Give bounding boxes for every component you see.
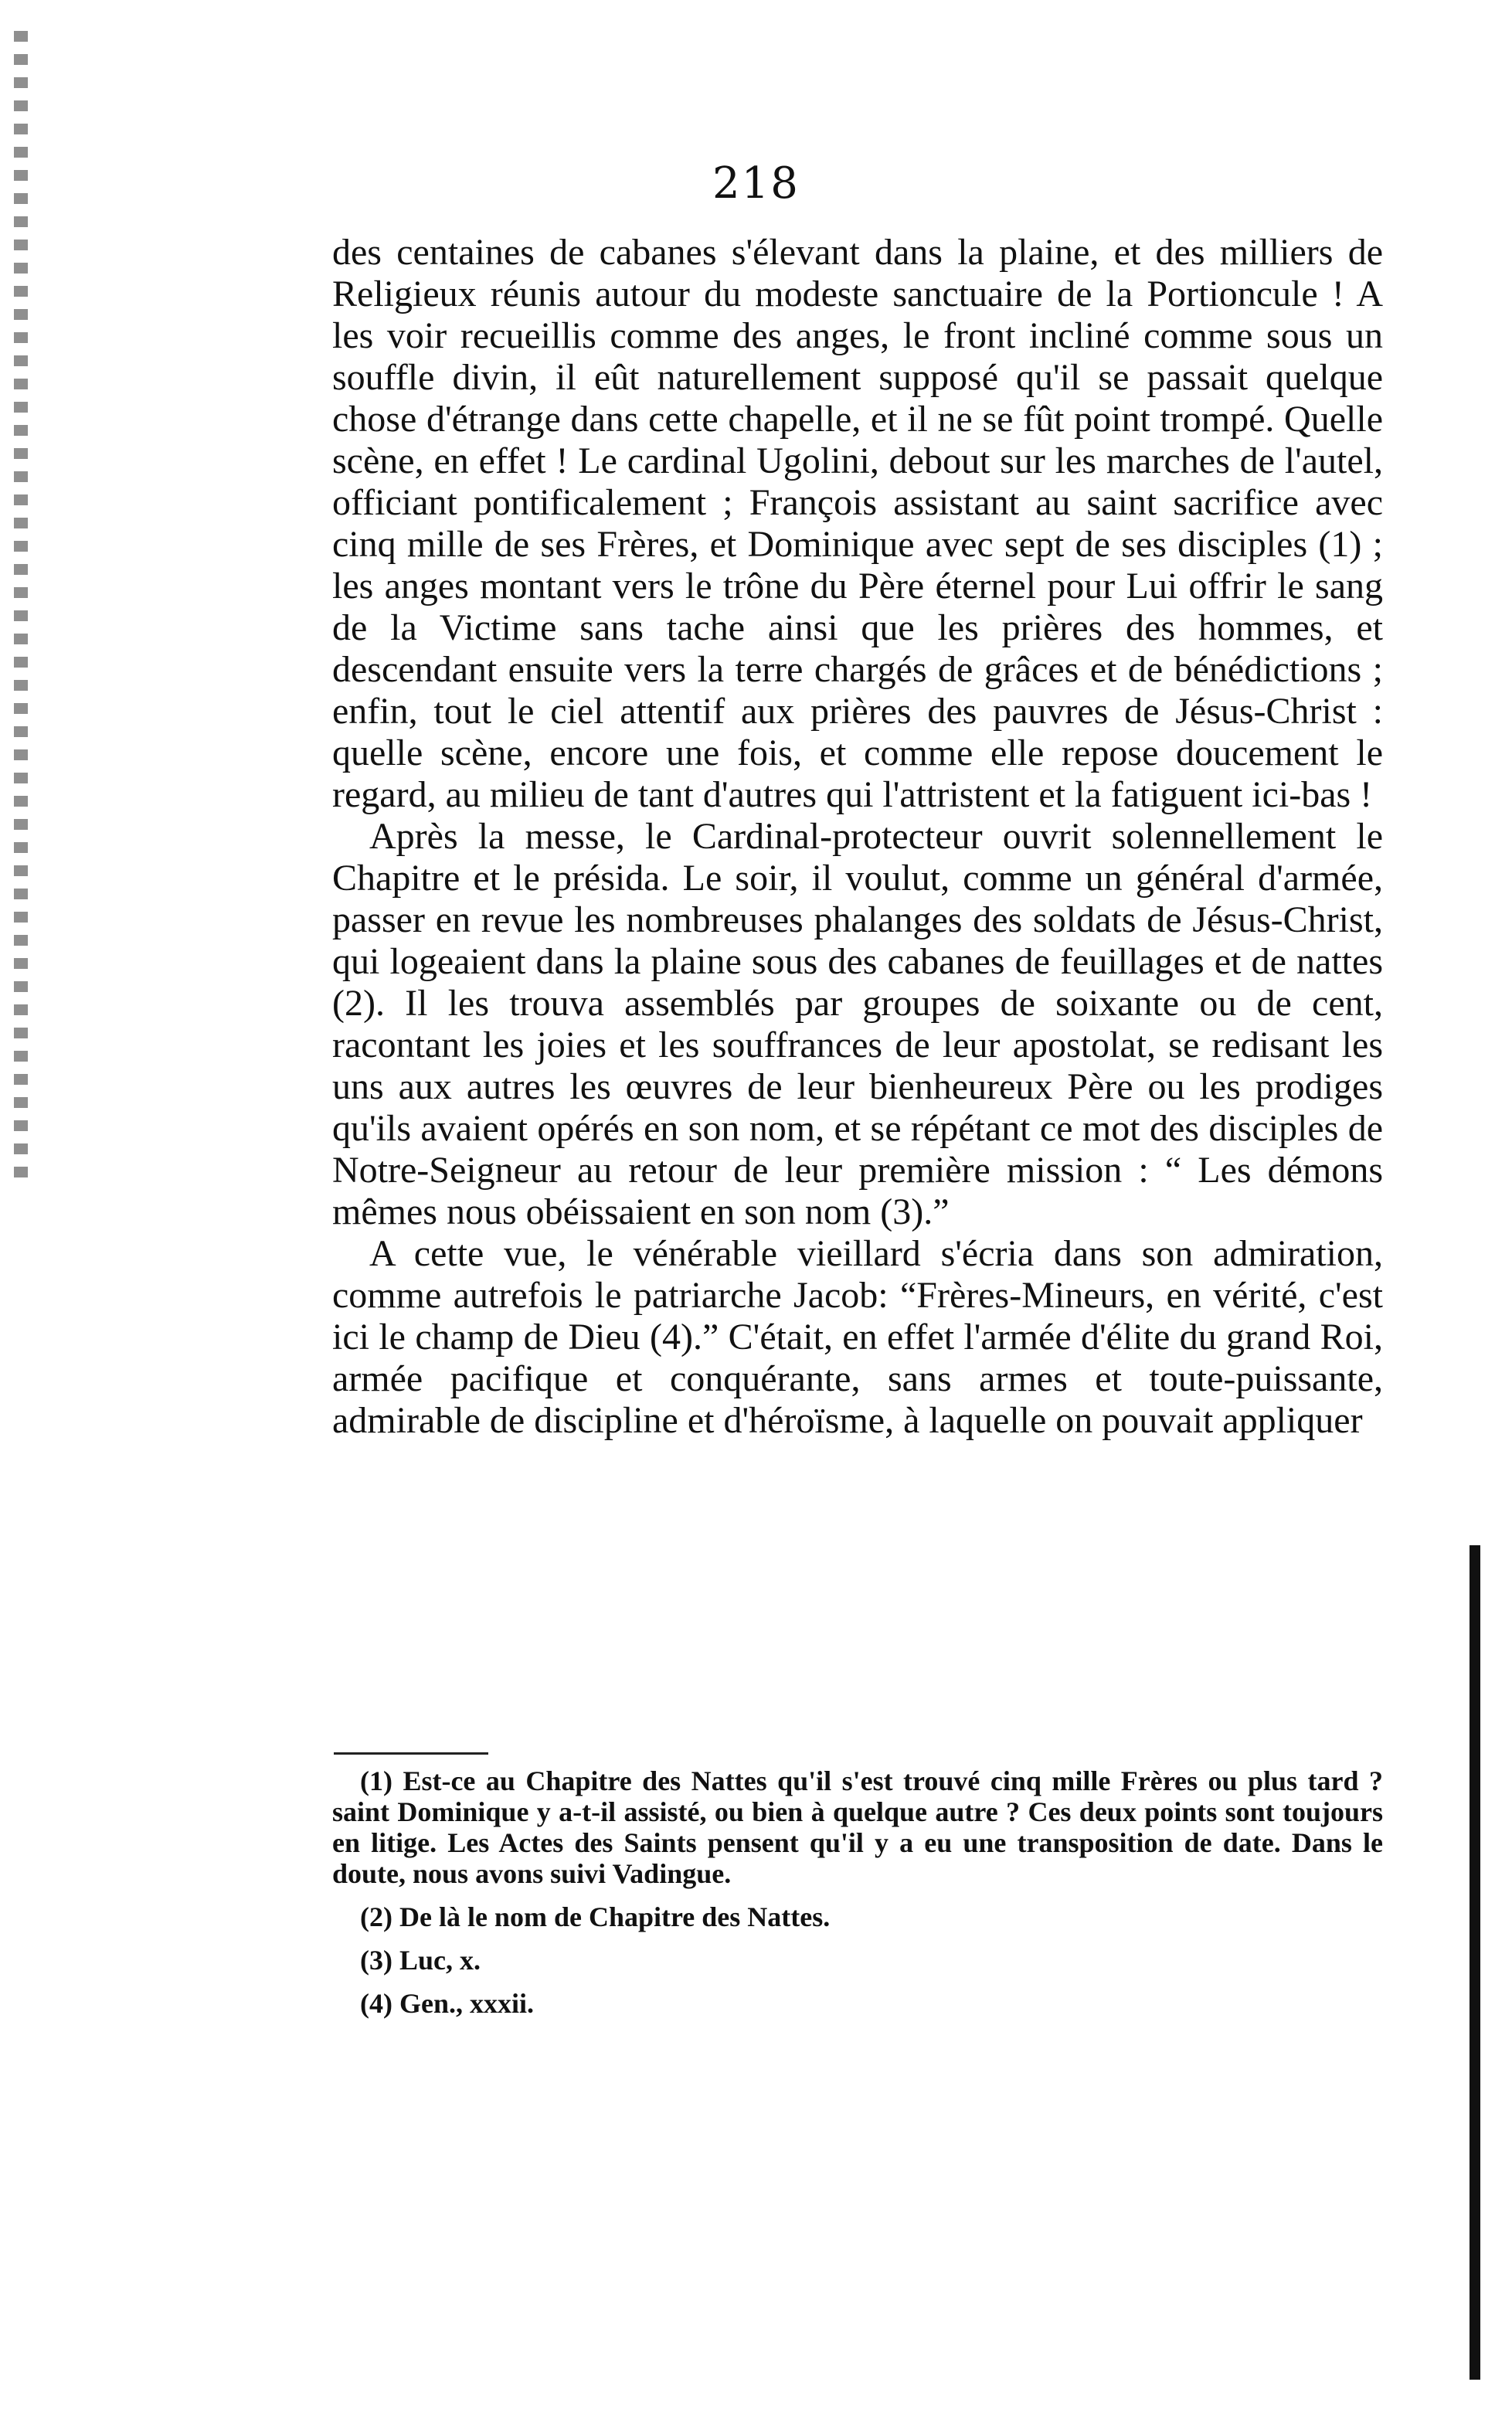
paragraph-1: des centaines de cabanes s'élevant dans la plaine, et des milliers de Religieux réunis autour du modeste sanctuaire de la Portioncule ! A les voir recueillis comme des anges, le front incliné comme sous un souffle divin, il eût naturellement supposé qu'il se passait quelque chose d'étrange dans cette chapelle, et il ne se fût point trompé. Quelle scène, en effet ! Le cardinal Ugolini, debout sur les marches de l'autel, officiant pontificalement ; François assistant au saint sacrifice avec cinq mille de ses Frères, et Dominique avec sept de ses disciples (1) ; les anges montant vers le trône du Père éternel pour Lui offrir le sang de la Victime sans tache ainsi que les prières des hommes, et descendant ensuite vers la terre chargés de grâces et de bénédictions ; enfin, tout le ciel attentif aux prières des pauvres de Jésus-Christ : quelle scène, encore une fois, et comme elle repose doucement le regard, au milieu de tant d'autres qui l'attristent et la fatiguent ici-bas !: [332, 232, 1383, 815]
footnote-4: (4) Gen., xxxii.: [360, 1988, 534, 2019]
footnotes: [332, 1765, 1383, 2031]
paragraph-3: A cette vue, le vénérable vieillard s'écria dans son admiration, comme autrefois le patriarche Jacob: “Frères-Mineurs, en vérité, c'est ici le champ de Dieu (4).” C'était, en effet l'armée d'élite du grand Roi, armée pacifique et conquérante, sans armes et toute-puissante, admirable de discipline et d'héroïsme, à laquelle on pouvait appliquer: [332, 1233, 1383, 1441]
paragraph-2: Après la messe, le Cardinal-protecteur ouvrit solennellement le Chapitre et le présida. Le soir, il voulut, comme un général d'armée, passer en revue les nombreuses phalanges des soldats de Jésus-Christ, qui logeaient dans la plaine sous des cabanes de feuillages et de nattes (2). Il les trouva assemblés par groupes de soixante ou de cent, racontant les joies et les souffrances de leur apostolat, se redisant les uns aux autres les œuvres de leur bienheureux Père ou les prodiges qu'ils avaient opérés en son nom, et se répétant ce mot des disciples de Notre-Seigneur au retour de leur première mission : “ Les démons mêmes nous obéissaient en son nom (3).”: [332, 816, 1383, 1232]
page-number: 218: [712, 158, 800, 209]
footnote-3: (3) Luc, x.: [360, 1945, 481, 1976]
body-text: [332, 232, 1383, 1442]
footnote-separator: [334, 1752, 488, 1755]
footnote-2: (2) De là le nom de Chapitre des Nattes.: [360, 1901, 831, 1932]
footnote-1: (1) Est-ce au Chapitre des Nattes qu'il s'est trouvé cinq mille Frères ou plus tard ? saint Dominique y a-t-il assisté, ou bien à quelque autre ? Ces deux points sont toujours en litige. Les Actes des Saints pensent qu'il y a eu une transposition de date. Dans le doute, nous avons suivi Vadingue.: [332, 1765, 1383, 1889]
scan-edge-right: [1470, 1545, 1480, 2380]
